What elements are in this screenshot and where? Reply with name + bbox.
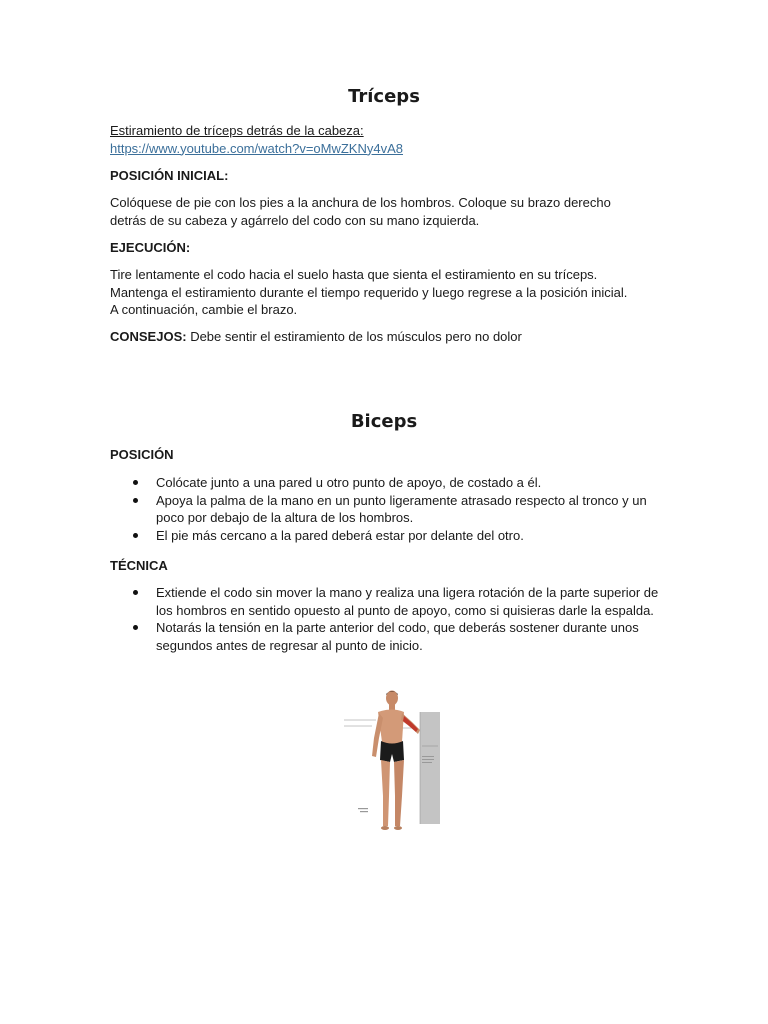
list-item: Colócate junto a una pared u otro punto de apoyo, de costado a él. — [110, 474, 660, 492]
triceps-execution-label: EJECUCIÓN: — [110, 240, 191, 255]
biceps-title: Biceps — [350, 411, 418, 432]
biceps-stretch-illustration — [342, 686, 446, 846]
bullet-icon — [133, 590, 138, 595]
triceps-subtitle: Estiramiento de tríceps detrás de la cabeza: — [110, 123, 364, 138]
biceps-technique-list — [110, 584, 660, 654]
bullet-icon — [133, 625, 138, 630]
triceps-position-text — [110, 194, 660, 229]
biceps-position-list — [110, 474, 660, 544]
triceps-title: Tríceps — [348, 86, 420, 107]
triceps-position-label: POSICIÓN INICIAL: — [110, 168, 229, 183]
triceps-execution-line-3: A continuación, cambie el brazo. — [110, 302, 298, 317]
triceps-execution-line-2: Mantenga el estiramiento durante el tiempo requerido y luego regrese a la posición inicial. — [110, 284, 628, 300]
list-item: Apoya la palma de la mano en un punto ligeramente atrasado respecto al tronco y un poco por debajo de la altura de los hombros. — [110, 492, 660, 527]
triceps-position-line-1: Colóquese de pie con los pies a la anchura de los hombros. Coloque su brazo derecho — [110, 195, 611, 210]
bullet-icon — [133, 480, 138, 485]
triceps-tips-label: CONSEJOS: — [110, 329, 187, 344]
biceps-muscle-highlight — [403, 716, 418, 732]
triceps-execution-text — [110, 266, 660, 319]
bullet-icon — [133, 533, 138, 538]
list-item: El pie más cercano a la pared deberá estar por delante del otro. — [110, 527, 660, 545]
youtube-link[interactable]: https://www.youtube.com/watch?v=oMwZKNy4vA8 — [110, 140, 403, 156]
triceps-execution-line-1: Tire lentamente el codo hacia el suelo hasta que sienta el estiramiento en su tríceps. — [110, 267, 598, 282]
triceps-tips — [110, 328, 660, 346]
triceps-position-line-2: detrás de su cabeza y agárrelo del codo con su mano izquierda. — [110, 212, 480, 228]
triceps-tips-text: Debe sentir el estiramiento de los músculos pero no dolor — [186, 329, 522, 344]
biceps-position-label: POSICIÓN — [110, 447, 174, 462]
wall-shape — [420, 712, 440, 824]
list-item: Extiende el codo sin mover la mano y realiza una ligera rotación de la parte superior de los hombros en sentido opuesto al punto de apoyo, como si quisieras darle la espalda. — [110, 584, 660, 619]
bullet-icon — [133, 498, 138, 503]
biceps-technique-label: TÉCNICA — [110, 558, 168, 573]
list-item: Notarás la tensión en la parte anterior del codo, que deberás sostener durante unos segundos antes de regresar al punto de inicio. — [110, 619, 660, 654]
triceps-subtitle-block — [110, 122, 660, 157]
